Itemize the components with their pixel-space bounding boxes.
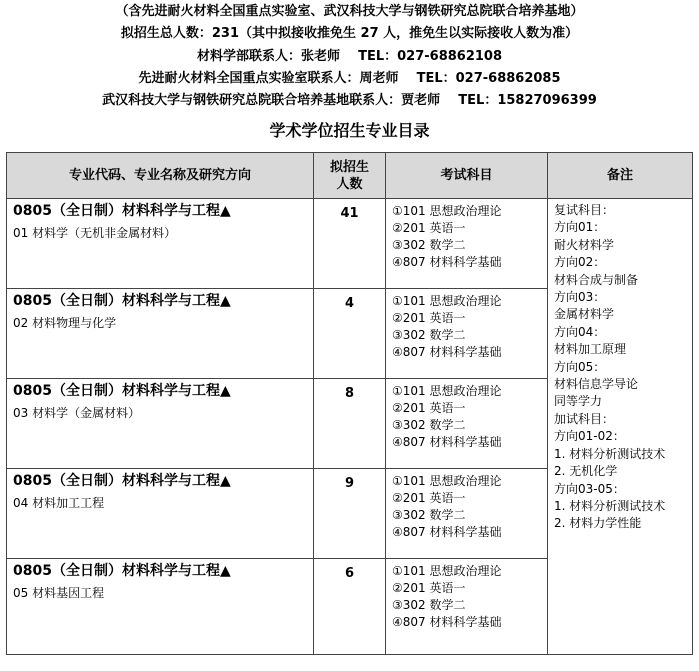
exam-subject: ④807 材料科学基础 [392, 345, 502, 359]
remark-line: 方向05： [554, 359, 606, 374]
major-cell [7, 289, 314, 379]
remark-line: 加试科目： [554, 411, 615, 426]
exam-subject: ①101 思想政治理论 [392, 204, 502, 218]
exam-subject: ①101 思想政治理论 [392, 474, 502, 488]
major-name: 0805（全日制）材料科学与工程▲ [13, 293, 231, 309]
contact-materials-dept [0, 48, 699, 65]
exams-cell [386, 559, 548, 655]
remark-line: 2. 无机化学 [554, 464, 618, 479]
remark-line: 方向01： [554, 220, 606, 235]
research-direction: 05 材料基因工程 [13, 586, 105, 600]
exam-subject: ①101 思想政治理论 [392, 384, 502, 398]
major-name: 0805（全日制）材料科学与工程▲ [13, 203, 231, 219]
remark-line: 复试科目： [554, 203, 615, 217]
count-cell [314, 469, 386, 559]
research-direction: 03 材料学（金属材料） [13, 406, 141, 420]
remark-line: 1. 材料分析测试技术 [554, 498, 666, 513]
count-cell [314, 379, 386, 469]
count-cell [314, 289, 386, 379]
research-direction: 02 材料物理与化学 [13, 316, 117, 330]
exams-cell [386, 469, 548, 559]
program-table [6, 152, 693, 655]
header-remarks: 备注 [548, 153, 693, 199]
remark-line: 金属材料学 [554, 307, 615, 322]
exam-subject: ②201 英语一 [392, 311, 466, 325]
exam-subject: ②201 英语一 [392, 401, 466, 415]
remark-line: 方向02： [554, 255, 606, 270]
exam-subject: ④807 材料科学基础 [392, 435, 502, 449]
exam-subject: ③302 数学二 [392, 598, 466, 612]
exam-subject: ④807 材料科学基础 [392, 615, 502, 629]
contact-label: 材料学部联系人：张老师 [196, 49, 340, 64]
major-cell [7, 469, 314, 559]
exam-subject: ③302 数学二 [392, 328, 466, 342]
research-direction: 04 材料加工工程 [13, 496, 105, 510]
page-title: 学术学位招生专业目录 [269, 121, 430, 140]
exam-subject: ③302 数学二 [392, 508, 466, 522]
enrollment-count: 4 [344, 296, 355, 311]
scope-note-text: （含先进耐火材料全国重点实验室、武汉科技大学与钢铁研究总院联合培养基地） [115, 4, 584, 19]
major-cell [7, 559, 314, 655]
contact-joint-base [0, 92, 699, 109]
total-enrollment-text: 拟招生总人数：231（其中拟接收推免生 27 人，推免生以实际接收人数为准） [120, 26, 579, 41]
contact-label: 武汉科技大学与钢铁研究总院联合培养基地联系人：贾老师 [102, 93, 441, 108]
header-scope-note [0, 3, 699, 20]
major-name: 0805（全日制）材料科学与工程▲ [13, 383, 231, 399]
enrollment-count: 41 [340, 206, 359, 221]
exam-subject: ④807 材料科学基础 [392, 255, 502, 269]
remark-line: 方向03-05： [554, 481, 625, 496]
remark-line: 耐火材料学 [554, 237, 615, 252]
exam-subject: ③302 数学二 [392, 418, 466, 432]
remark-line: 材料合成与制备 [554, 272, 639, 287]
header-total-enrollment [0, 25, 699, 42]
header-major: 专业代码、专业名称及研究方向 [7, 153, 314, 199]
exam-subject: ②201 英语一 [392, 221, 466, 235]
exam-subject: ②201 英语一 [392, 581, 466, 595]
remark-line: 方向01-02： [554, 429, 625, 444]
exam-subject: ④807 材料科学基础 [392, 525, 502, 539]
count-cell [314, 199, 386, 289]
contact-tel: TEL：027-68862108 [358, 49, 503, 64]
exam-subject: ②201 英语一 [392, 491, 466, 505]
header-count: 拟招生人数 [314, 153, 386, 199]
header-exams: 考试科目 [386, 153, 548, 199]
contact-refractory-lab [0, 70, 699, 87]
contact-label: 先进耐火材料全国重点实验室联系人：周老师 [138, 71, 399, 86]
remarks-cell [548, 199, 693, 655]
contact-tel: TEL：027-68862085 [416, 71, 561, 86]
exams-cell [386, 199, 548, 289]
count-cell [314, 559, 386, 655]
remark-line: 1. 材料分析测试技术 [554, 446, 666, 461]
remark-line: 方向04： [554, 324, 606, 339]
remark-line: 材料信息学导论 [554, 377, 639, 392]
exams-cell [386, 289, 548, 379]
major-cell [7, 199, 314, 289]
exam-subject: ①101 思想政治理论 [392, 564, 502, 578]
major-cell [7, 379, 314, 469]
remark-line: 方向03： [554, 290, 606, 305]
table-header-row [7, 153, 693, 199]
exam-subject: ①101 思想政治理论 [392, 294, 502, 308]
contact-tel: TEL：15827096399 [458, 93, 597, 108]
table-row [7, 199, 693, 289]
exam-subject: ③302 数学二 [392, 238, 466, 252]
research-direction: 01 材料学（无机非金属材料） [13, 226, 177, 240]
major-name: 0805（全日制）材料科学与工程▲ [13, 473, 231, 489]
major-name: 0805（全日制）材料科学与工程▲ [13, 563, 231, 579]
enrollment-count: 8 [344, 386, 355, 401]
enrollment-count: 6 [344, 566, 355, 581]
exams-cell [386, 379, 548, 469]
remark-line: 同等学力 [554, 394, 603, 409]
enrollment-count: 9 [344, 476, 355, 491]
remark-line: 材料加工原理 [554, 342, 627, 357]
remark-line: 2. 材料力学性能 [554, 516, 642, 531]
